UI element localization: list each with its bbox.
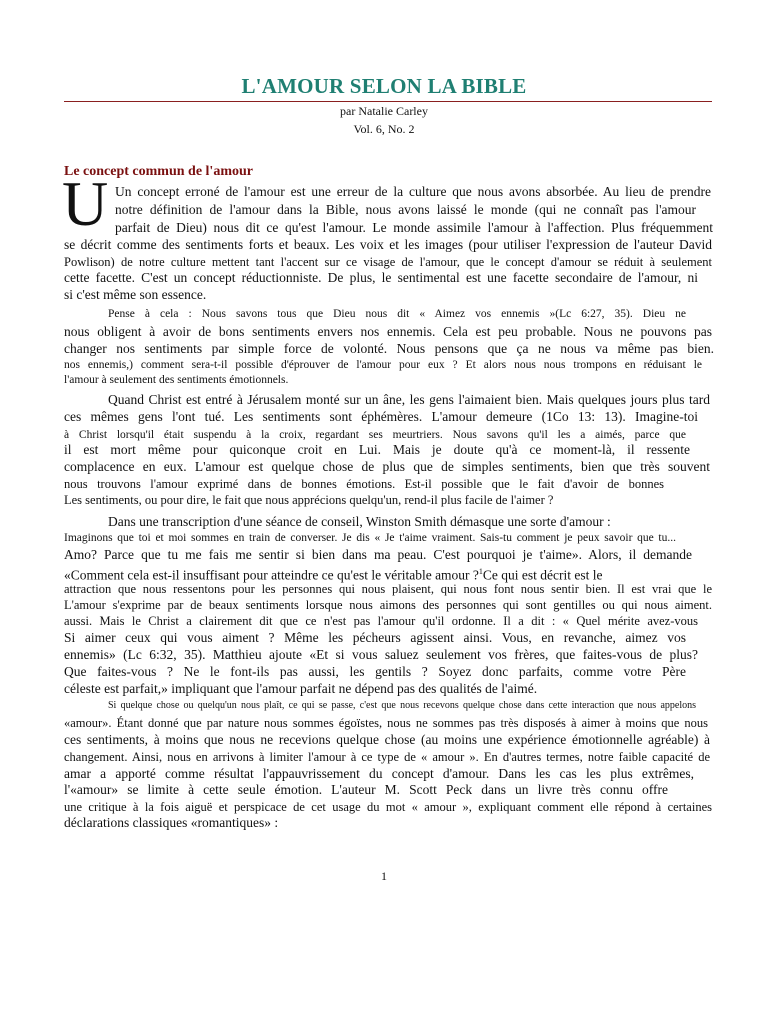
text-line: aussi. Mais le Christ a clairement dit que ce n'est pas l'amour qu'il ordonne. Il a dit : « Quel mérite avez-vous — [64, 614, 698, 628]
text-line: «amour». Étant donné que par nature nous sommes égoïstes, nous ne sommes pas très disposés à aimer à moins que nous — [64, 716, 708, 730]
text-line: déclarations classiques «romantiques» : — [64, 815, 279, 830]
text-line: ces sentiments, à moins que nous ne recevions quelque chose (au moins une expérience émotionnelle agréable) à — [64, 732, 710, 747]
text-line: changement. Ainsi, nous en arrivons à limiter l'amour à ce type de « amour ». En d'autres termes, notre faible capacité de — [64, 750, 710, 764]
text-line: changer nos sentiments par simple force de volonté. Nous pensons que ça ne nous va même pas bien. — [64, 341, 714, 356]
drop-cap: U — [62, 168, 109, 239]
volume-line: Vol. 6, No. 2 — [353, 122, 415, 136]
text-line: à Christ lorsqu'il était suspendu à la croix, regardant ses meurtriers. Nous savons qu'il les a aimés, parce que — [64, 429, 686, 441]
text-line: l'amour à seulement des sentiments émotionnels. — [64, 374, 289, 386]
text-line: complacence en eux. L'amour est quelque chose de plus que de simples sentiments, bien que très souvent — [64, 459, 710, 474]
text-line: amar a apporté comme résultat l'appauvrissement du concept d'amour. Dans les cas les plus extrêmes, — [64, 766, 694, 781]
text-line: Les sentiments, ou pour dire, le fait que nous apprécions quelqu'un, rend-il plus facile de l'aimer ? — [64, 493, 554, 507]
footnote-marker: 1 — [478, 567, 483, 576]
text-line: Powlison) de notre culture mettent tant l'accent sur ce visage de l'amour, que le concept d'amour se réduit à seulement — [64, 255, 712, 269]
text-line: nous trouvons l'amour exprimé dans de bonnes émotions. Est-il possible que le fait d'avoir de bonnes — [64, 477, 664, 491]
text-line: Que faites-vous ? Ne le font-ils pas aussi, les gentils ? Soyez donc parfaits, comme votre Père — [64, 664, 686, 679]
text-line: L'amour s'exprime par de beaux sentiments lorsque nous aimons des personnes qui sont gentilles ou qui nous aiment. — [64, 598, 712, 612]
text-line: se décrit comme des sentiments forts et beaux. Les voix et les images (pour utiliser l'expression de l'auteur David — [64, 237, 712, 252]
text-line: ces mêmes gens l'ont tué. Les sentiments sont éphémères. L'amour demeure (1Co 13: 13). Imagine-toi — [64, 409, 698, 424]
text-line: Si aimer ceux qui vous aiment ? Même les pécheurs agissent ainsi. Vous, en revanche, aimez vos — [64, 630, 686, 645]
section-heading: Le concept commun de l'amour — [64, 164, 253, 179]
text-line: Pense à cela : Nous savons tous que Dieu nous dit « Aimez vos ennemis »(Lc 6:27, 35). Dieu ne — [108, 308, 686, 320]
text-line: Amo? Parce que tu me fais me sentir si bien dans ma peau. C'est pourquoi je t'aime». Alors, il demande — [64, 547, 692, 562]
text-line: il est mort même pour quiconque croit en Lui. Mais je doute qu'à ce moment-là, il ressente — [64, 442, 690, 457]
text-line: Imaginons que toi et moi sommes en train de converser. Je dis « Je t'aime vraiment. Sais-tu comment je peux savoir que tu... — [64, 532, 676, 544]
text-line: Si quelque chose ou quelqu'un nous plaît, ce qui se passe, c'est que nous recevons quelque chose dans cette interaction que nous appelons — [108, 700, 696, 711]
text-line: Quand Christ est entré à Jérusalem monté sur un âne, les gens l'aimaient bien. Mais quelques jours plus tard — [108, 392, 710, 407]
title-divider — [64, 101, 712, 102]
document-title: L'AMOUR SELON LA BIBLE — [241, 74, 527, 98]
text-line: notre définition de l'amour dans la Bible, nous avons laissé le monde (qui ne connaît pas l'amour — [115, 202, 696, 217]
text-fragment: Ce qui est décrit est le — [482, 567, 603, 583]
text-line: cette facette. C'est un concept réductionniste. De plus, le sentimental est une facette secondaire de l'amour, ni — [64, 270, 698, 285]
text-line: l'«amour» se limite à cette seule émotion. L'auteur M. Scott Peck dans un livre très connu offre — [64, 782, 668, 797]
text-line: une critique à la fois aiguë et perspicace de cet usage du mot « amour », expliquant comment elle répond à certaines — [64, 800, 712, 814]
author-line: par Natalie Carley — [340, 104, 428, 118]
text-line: Un concept erroné de l'amour est une erreur de la culture que nous avons absorbée. Au lieu de prendre — [115, 184, 711, 199]
text-line: si c'est même son essence. — [64, 287, 207, 302]
text-line: parfait de Dieu) nous dit ce qu'est l'amour. Le monde assimile l'amour à l'affection. Plus fréquemment — [115, 220, 713, 235]
text-line: attraction que nous ressentons pour les personnes qui nous plaisent, qui nous font nous sentir bien. Il est vrai que le — [64, 582, 712, 596]
text-line: nos ennemis,) comment sera-t-il possible d'éprouver de l'amour pour eux ? Et alors nous nous trompons en réduisant le — [64, 359, 702, 371]
text-line: ennemis» (Lc 6:32, 35). Matthieu ajoute «Et si vous saluez seulement vos frères, que faites-vous de plus? — [64, 647, 698, 662]
text-line: céleste est parfait,» impliquant que l'amour parfait ne dépend pas des qualités de l'aimé. — [64, 681, 538, 696]
page-number: 1 — [381, 869, 387, 883]
text-fragment: «Comment cela est-il insuffisant pour atteindre ce qu'est le véritable amour ? — [64, 567, 479, 583]
text-line: nous obligent à avoir de bons sentiments envers nos ennemis. Cela est peu probable. Nous ne pouvons pas — [64, 324, 712, 339]
text-line: Dans une transcription d'une séance de conseil, Winston Smith démasque une sorte d'amour : — [108, 514, 611, 529]
